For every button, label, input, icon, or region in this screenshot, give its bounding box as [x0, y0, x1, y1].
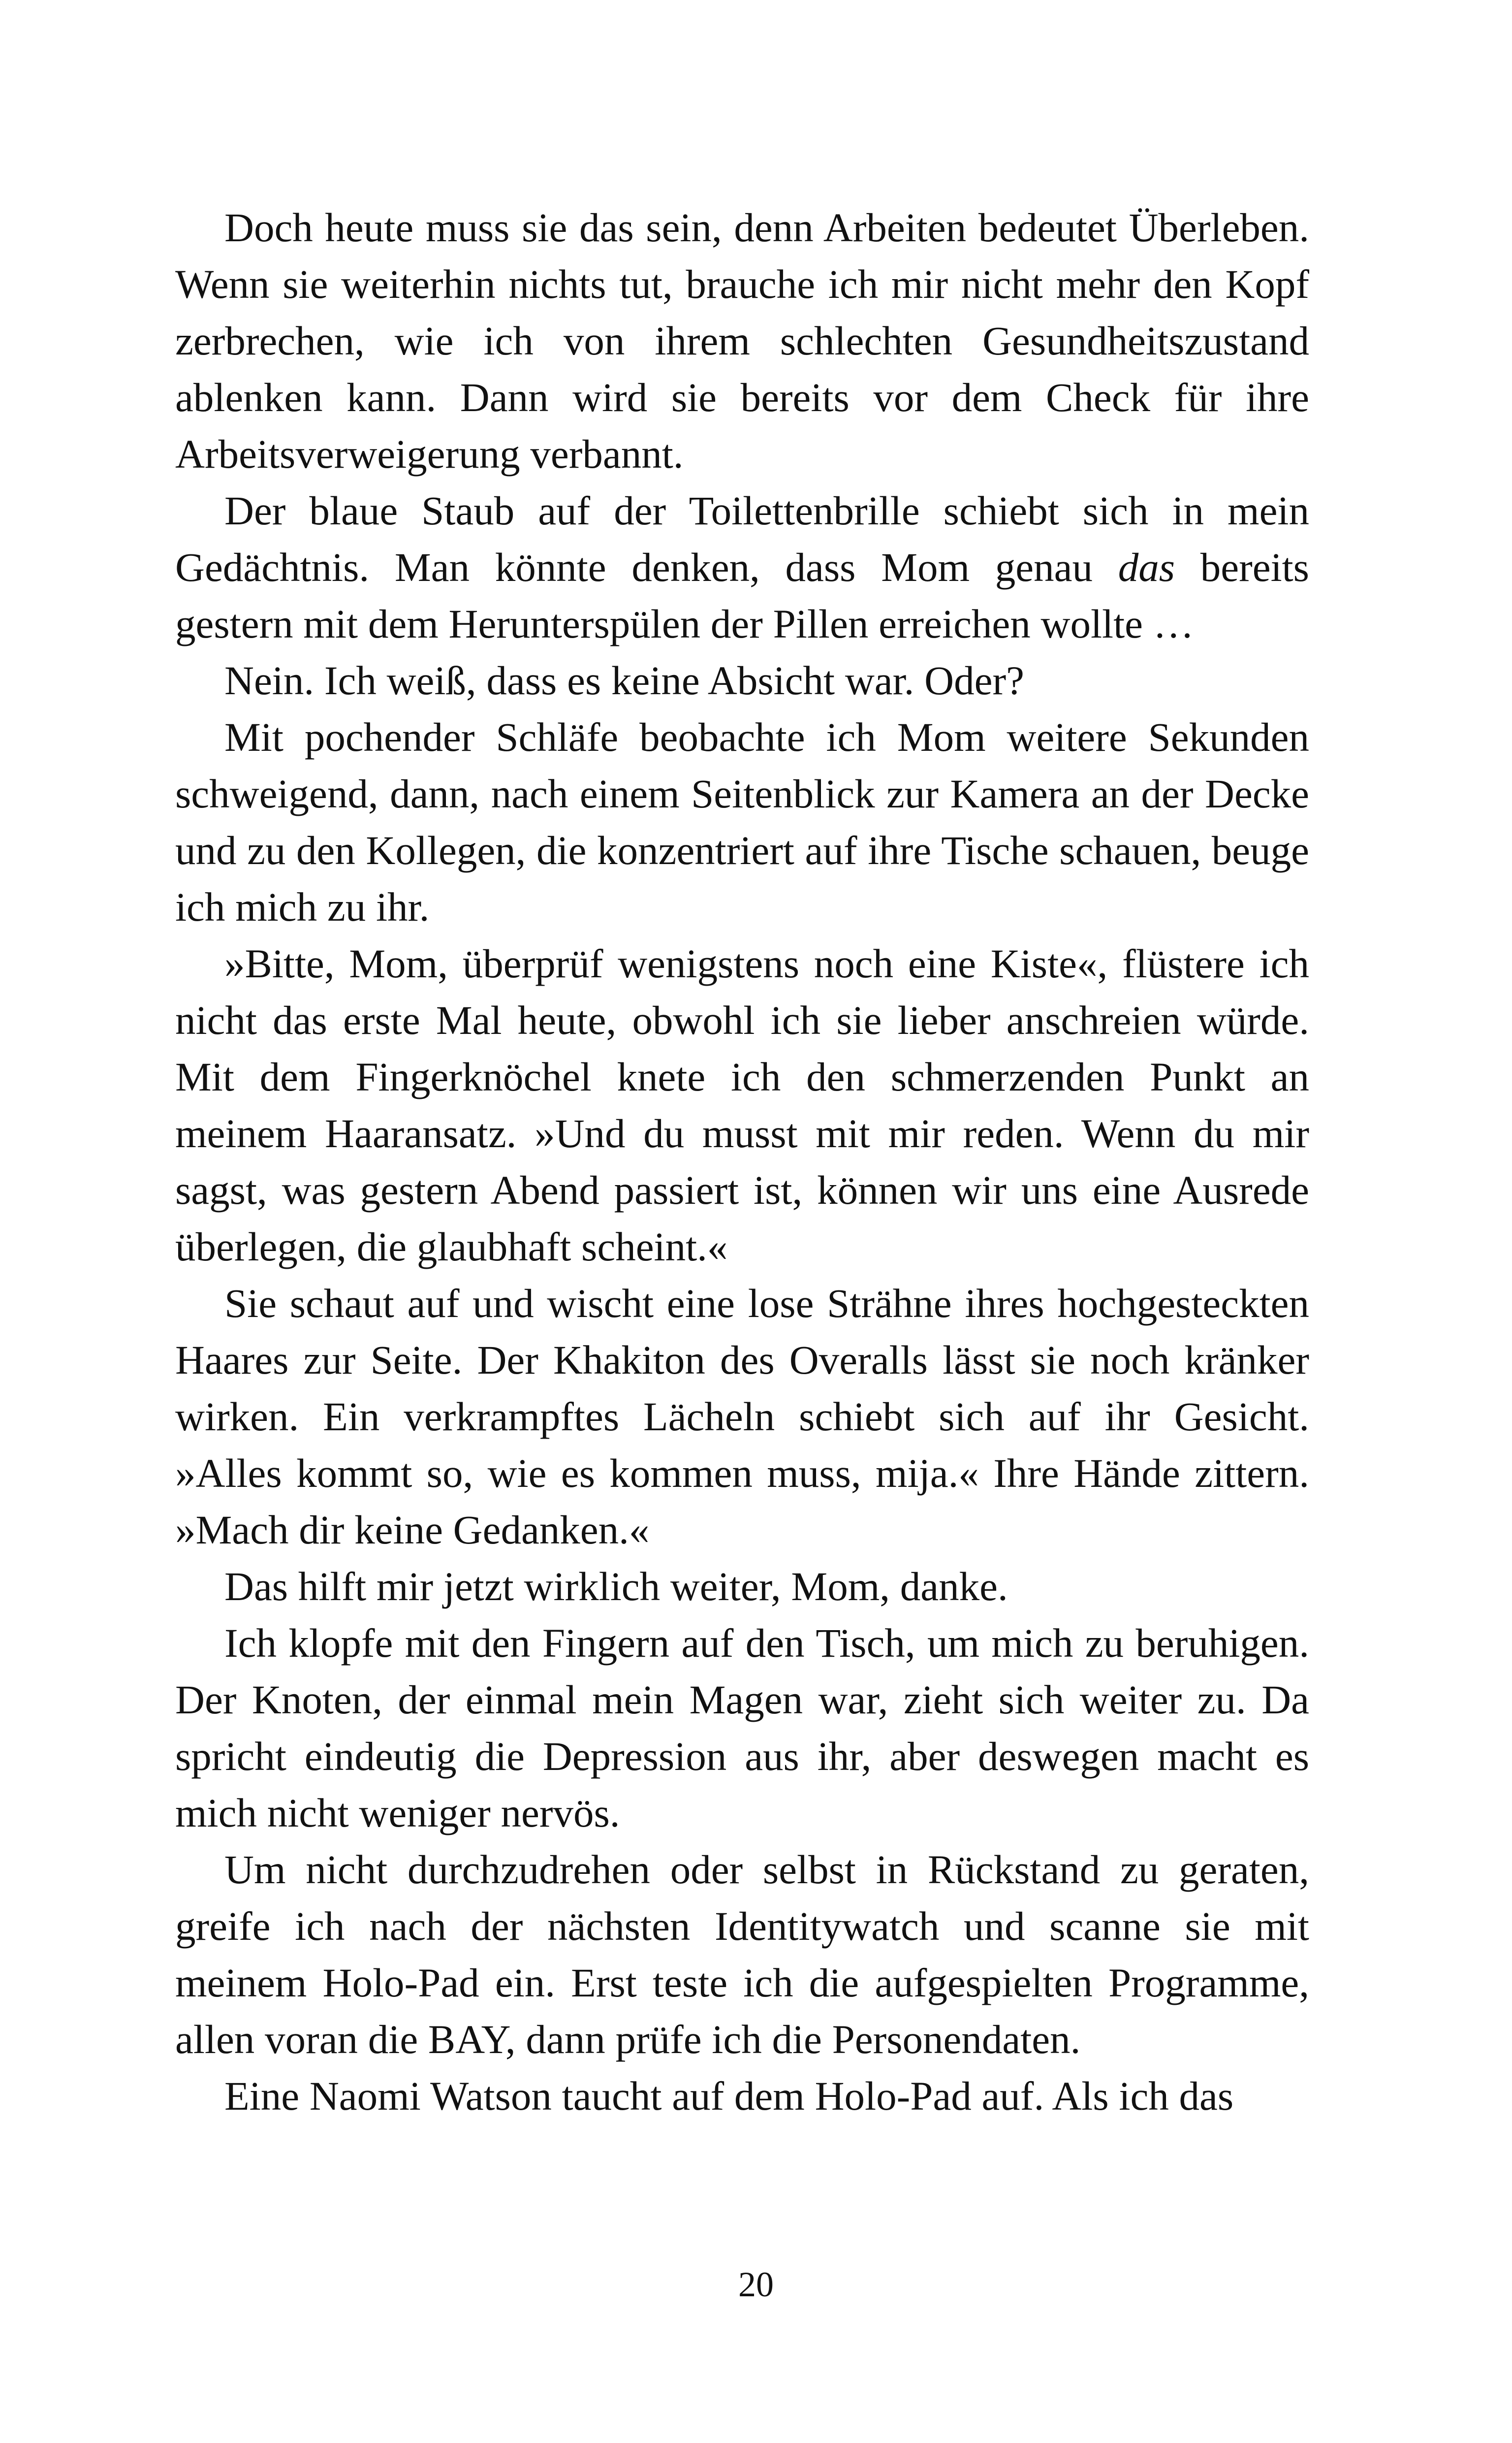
body-text: [175, 199, 1309, 2124]
emphasized-word: das: [1118, 545, 1175, 590]
page-number: 20: [738, 2265, 774, 2304]
paragraph-7: Das hilft mir jetzt wirklich weiter, Mom, danke.: [224, 1564, 1008, 1609]
paragraph-9: Um nicht durchzudrehen oder selbst in Rückstand zu geraten, greife ich nach der nächsten Identitywatch und scanne sie mit meinem Holo-Pad ein. Erst teste ich die aufgespielten Programme, allen voran die BAY, dann prüfe ich die Personendaten.: [175, 1847, 1309, 2062]
paragraph-2: [175, 482, 1309, 652]
paragraph-1: Doch heute muss sie das sein, denn Arbeiten bedeutet Überleben. Wenn sie weiterhin nichts tut, brauche ich mir nicht mehr den Kopf zerbrechen, wie ich von ihrem schlechten Gesundheitszustand ablenken kann. Dann wird sie bereits vor dem Check für ihre Arbeitsverweigerung verbannt.: [175, 205, 1309, 477]
paragraph-8: Ich klopfe mit den Fingern auf den Tisch, um mich zu beruhigen. Der Knoten, der einmal mein Magen war, zieht sich weiter zu. Da spricht eindeutig die Depression aus ihr, aber deswegen macht es mich nicht weniger nervös.: [175, 1620, 1309, 1835]
paragraph-3: Nein. Ich weiß, dass es keine Absicht war. Oder?: [224, 658, 1024, 703]
paragraph-10: Eine Naomi Watson taucht auf dem Holo-Pad auf. Als ich das: [224, 2073, 1234, 2119]
paragraph-2-part-2: bereits gestern mit dem Herunterspülen der Pillen erreichen wollte …: [175, 545, 1309, 646]
paragraph-4: Mit pochender Schläfe beobachte ich Mom weitere Sekunden schweigend, dann, nach einem Seitenblick zur Kamera an der Decke und zu den Kollegen, die konzentriert auf ihre Tische schauen, beuge ich mich zu ihr.: [175, 714, 1309, 930]
paragraph-6: Sie schaut auf und wischt eine lose Strähne ihres hochgesteckten Haares zur Seite. Der Khakiton des Overalls lässt sie noch kränker wirken. Ein verkrampftes Lächeln schiebt sich auf ihr Gesicht. »Alles kommt so, wie es kommen muss, mija.« Ihre Hände zittern. »Mach dir keine Gedanken.«: [175, 1281, 1309, 1552]
paragraph-2-part-1: Der blaue Staub auf der Toilettenbrille schiebt sich in mein Gedächtnis. Man könnte denken, dass Mom genau: [175, 488, 1309, 590]
paragraph-5: »Bitte, Mom, überprüf wenigstens noch eine Kiste«, flüstere ich nicht das erste Mal heute, obwohl ich sie lieber anschreien würde. Mit dem Fingerknöchel knete ich den schmerzenden Punkt an meinem Haaransatz. »Und du musst mit mir reden. Wenn du mir sagst, was gestern Abend passiert ist, können wir uns eine Ausrede überlegen, die glaubhaft scheint.«: [175, 941, 1309, 1269]
